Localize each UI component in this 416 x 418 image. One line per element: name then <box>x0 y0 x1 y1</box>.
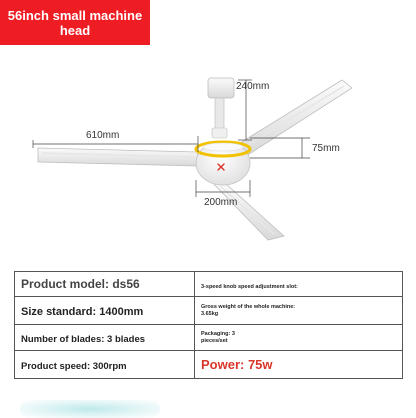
motor-diameter-label: 200mm <box>204 197 238 208</box>
product-model-cell: Product model: ds56 <box>15 272 195 297</box>
spec-table <box>14 271 403 379</box>
table-row <box>15 297 403 325</box>
ceiling-fan-illustration <box>0 60 416 260</box>
ceiling-canopy <box>208 78 234 98</box>
banner-line-1: 56inch small machine <box>7 8 143 23</box>
knob-note-cell: 3-speed knob speed adjustment slot: <box>195 272 403 297</box>
blades-cell: Number of blades: 3 blades <box>15 325 195 351</box>
table-row <box>15 272 403 297</box>
rod-coupler <box>212 128 227 138</box>
packaging-cell <box>195 325 403 351</box>
gross-weight-value: 3.65kg <box>201 310 219 317</box>
product-title-banner <box>0 0 150 45</box>
banner-line-2: head <box>59 23 91 38</box>
size-cell: Size standard: 1400mm <box>15 297 195 325</box>
blade-length-label: 610mm <box>86 130 120 141</box>
gross-weight-cell <box>195 297 403 325</box>
packaging-line-1: Packaging: 3 <box>201 330 235 337</box>
packaging-line-2: pieces/set <box>201 337 228 344</box>
table-row <box>15 325 403 351</box>
downrod <box>215 98 224 132</box>
table-row <box>15 351 403 379</box>
rod-length-label: 240mm <box>236 81 270 92</box>
speed-cell: Product speed: 300rpm <box>15 351 195 379</box>
decorative-glow <box>20 400 160 418</box>
power-cell: Power: 75w <box>195 351 403 379</box>
blade-width-label: 75mm <box>312 143 340 154</box>
gross-weight-label: Gross weight of the whole machine: <box>201 303 296 310</box>
